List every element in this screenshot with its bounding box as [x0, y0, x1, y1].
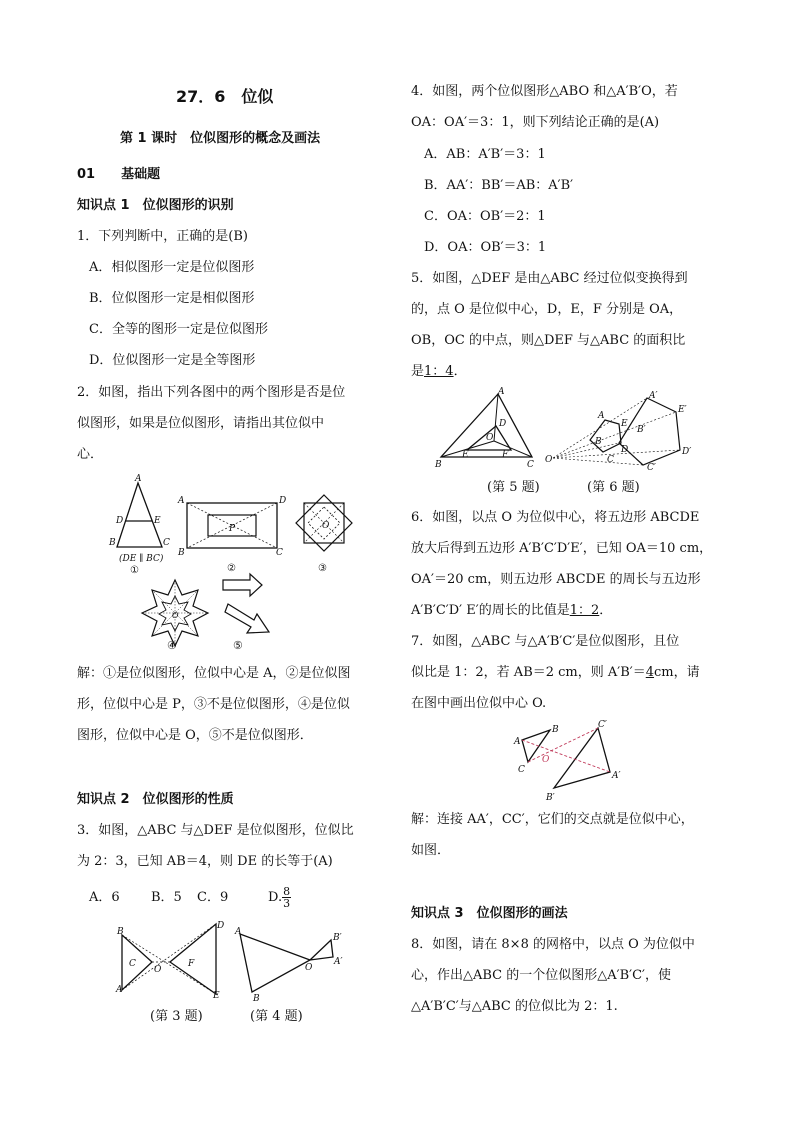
- q6-figure: [543, 388, 698, 473]
- q3-figure: [112, 920, 227, 1000]
- q6-line-4: [411, 601, 612, 621]
- svg-text:A: A: [514, 737, 521, 747]
- page-title: 27．6 位似: [176, 87, 274, 106]
- q4-figure: [230, 924, 350, 1004]
- svg-text:F: F: [502, 450, 509, 460]
- q1-option-d: D．位似图形一定是全等图形: [89, 353, 256, 368]
- svg-text:E: E: [621, 419, 628, 429]
- svg-text:E′: E′: [678, 405, 687, 415]
- caption-q4: (第 4 题): [250, 1009, 303, 1024]
- q4-stem-2: OA：OA′＝3：1，则下列结论正确的是(A): [411, 115, 660, 130]
- q2-fig5-number: ⑤: [233, 639, 243, 652]
- q3-option-c: C．9: [197, 890, 229, 905]
- q8-line-1: 8．如图，请在 8×8 的网格中，以点 O 为位似中: [411, 937, 695, 952]
- svg-text:E: E: [154, 516, 161, 526]
- q8-line-2: 心，作出△ABC 的一个位似图形△A′B′C′，使: [411, 968, 672, 983]
- svg-text:B: B: [435, 460, 442, 470]
- q7-line-2-text: 似比是 1：2，若 AB＝2 cm，则 A′B′＝: [411, 665, 646, 680]
- q2-fig2-number: ②: [227, 563, 236, 574]
- svg-text:A: A: [235, 927, 242, 937]
- svg-text:A′: A′: [649, 391, 658, 401]
- q6-answer: 1：2: [569, 603, 600, 618]
- q6-line-4-end: ．: [599, 603, 613, 618]
- q7-line-2-end: cm，请: [654, 665, 700, 680]
- svg-text:E: E: [462, 450, 469, 460]
- q5-line-4: [411, 362, 467, 382]
- q1-option-a: A．相似图形一定是位似图形: [89, 260, 255, 275]
- q1-option-b: B．位似图形一定是相似图形: [89, 291, 255, 306]
- q3-option-d-label: D.: [268, 890, 283, 905]
- svg-text:C: C: [518, 765, 525, 775]
- q5-line-4-text: 是: [411, 364, 425, 379]
- q5-line-3: OB，OC 的中点，则△DEF 与△ABC 的面积比: [411, 333, 686, 348]
- svg-text:A: A: [116, 985, 123, 995]
- q7-line-2: [411, 663, 700, 683]
- svg-text:O: O: [172, 611, 179, 620]
- svg-text:O: O: [545, 455, 553, 465]
- svg-text:B: B: [178, 548, 185, 558]
- svg-text:C: C: [163, 538, 170, 548]
- svg-text:A: A: [598, 411, 605, 421]
- q7-answer-line-2: 如图．: [411, 843, 451, 858]
- q6-line-3: OA′＝20 cm，则五边形 ABCDE 的周长与五边形: [411, 572, 701, 587]
- svg-text:C: C: [607, 455, 614, 465]
- svg-text:A′: A′: [334, 957, 343, 967]
- svg-text:B′: B′: [546, 793, 555, 803]
- svg-text:D: D: [499, 419, 507, 429]
- svg-text:C: C: [527, 460, 534, 470]
- svg-text:C′: C′: [598, 720, 607, 730]
- q3-line-1: 3．如图，△ABC 与△DEF 是位似图形，位似比: [77, 823, 354, 838]
- q1-option-c: C．全等的图形一定是位似图形: [89, 322, 268, 337]
- q6-line-2: 放大后得到五边形 A′B′C′D′E′，已知 OA＝10 cm，: [411, 541, 713, 556]
- q6-line-1: 6．如图，以点 O 为位似中心，将五边形 ABCDE: [411, 510, 700, 525]
- q5-figure: [432, 386, 542, 471]
- q7-line-3: 在图中画出位似中心 O.: [411, 696, 547, 711]
- svg-text:C: C: [129, 959, 136, 969]
- q3-option-d: [268, 881, 291, 915]
- caption-q6: (第 6 题): [587, 480, 640, 495]
- q2-answer-line-2: 形，位似中心是 P，③不是位似图形，④是位似: [77, 697, 350, 712]
- q2-fig4-number: ④: [167, 639, 177, 652]
- svg-text:O: O: [154, 965, 162, 975]
- knowledge-point-2: 知识点 2 位似图形的性质: [77, 792, 234, 807]
- q2-figure-3: [290, 490, 360, 575]
- q2-line-2: 似图形，如果是位似图形，请指出其位似中: [77, 416, 325, 431]
- q7-answer: 4: [645, 665, 655, 680]
- svg-text:C: C: [276, 548, 283, 558]
- svg-text:B′: B′: [637, 425, 646, 435]
- svg-text:O: O: [542, 755, 550, 765]
- svg-text:O: O: [322, 521, 330, 531]
- q2-condition-label: (DE ∥ BC): [119, 554, 164, 564]
- svg-text:D′: D′: [682, 447, 692, 457]
- svg-text:B: B: [552, 725, 559, 735]
- svg-text:C′: C′: [647, 463, 656, 473]
- q4-option-a: A．AB：A′B′＝3：1: [424, 147, 546, 162]
- q4-option-d: D．OA：OB′＝3：1: [424, 240, 547, 255]
- svg-text:A′: A′: [612, 771, 621, 781]
- svg-text:B: B: [253, 994, 260, 1004]
- svg-text:B: B: [595, 437, 602, 447]
- caption-q3: (第 3 题): [150, 1009, 203, 1024]
- q1-stem: 1．下列判断中，正确的是(B): [77, 229, 248, 244]
- svg-text:O: O: [486, 433, 494, 443]
- svg-text:A: A: [498, 387, 505, 397]
- q2-line-3: 心．: [77, 447, 104, 462]
- q2-answer-line-3: 图形，位似中心是 O，⑤不是位似图形．: [77, 728, 313, 743]
- q3-line-2: 为 2：3，已知 AB＝4，则 DE 的长等于(A): [77, 854, 333, 869]
- svg-text:D: D: [217, 921, 225, 931]
- svg-text:A: A: [135, 474, 142, 484]
- lesson-subtitle: 第 1 课时 位似图形的概念及画法: [120, 131, 321, 146]
- svg-text:D: D: [279, 496, 287, 506]
- q2-fig1-number: ①: [130, 565, 139, 576]
- svg-text:A: A: [178, 496, 185, 506]
- q2-line-1: 2．如图，指出下列各图中的两个图形是否是位: [77, 385, 346, 400]
- q4-option-b: B．AA′：BB′＝AB：A′B′: [424, 178, 574, 193]
- knowledge-point-1: 知识点 1 位似图形的识别: [77, 198, 234, 213]
- q6-line-4-text: A′B′C′D′ E′的周长的比值是: [411, 603, 570, 618]
- svg-text:P: P: [229, 524, 236, 534]
- q8-line-3: △A′B′C′与△ABC 的位似比为 2：1.: [411, 999, 618, 1014]
- knowledge-point-3: 知识点 3 位似图形的画法: [411, 906, 568, 921]
- svg-text:O: O: [305, 963, 313, 973]
- q2-answer-line-1: 解：①是位似图形，位似中心是 A，②是位似图: [77, 666, 351, 681]
- svg-text:B: B: [109, 538, 116, 548]
- svg-text:B: B: [117, 927, 124, 937]
- q5-line-1: 5．如图，△DEF 是由△ABC 经过位似变换得到: [411, 271, 688, 286]
- q2-figure-1: [105, 475, 175, 575]
- q5-answer: 1：4: [424, 364, 454, 379]
- section-heading: 01 基础题: [77, 167, 161, 182]
- q2-fig3-number: ③: [318, 563, 327, 574]
- q4-option-c: C．OA：OB′＝2：1: [424, 209, 546, 224]
- q5-line-4-end: ．: [453, 364, 467, 379]
- svg-text:E: E: [213, 991, 220, 1001]
- svg-text:D: D: [116, 516, 124, 526]
- q7-figure: [510, 718, 630, 803]
- q2-figure-2: [178, 495, 293, 575]
- caption-q5: (第 5 题): [487, 480, 540, 495]
- q3-frac-den: 3: [283, 897, 291, 910]
- svg-text:D: D: [621, 445, 629, 455]
- q3-frac-num: 8: [283, 885, 291, 898]
- q2-figure-5: [220, 572, 280, 642]
- q3-option-a: A．6: [89, 890, 120, 905]
- q3-option-d-fraction: [282, 886, 291, 909]
- svg-text:B′: B′: [333, 933, 342, 943]
- q7-answer-line-1: 解：连接 AA′，CC′，它们的交点就是位似中心，: [411, 812, 694, 827]
- q7-line-1: 7．如图，△ABC 与△A′B′C′是位似图形，且位: [411, 634, 680, 649]
- q4-stem: 4．如图，两个位似图形△ABO 和△A′B′O，若: [411, 84, 678, 99]
- q3-option-b: B．5: [151, 890, 182, 905]
- q5-line-2: 的，点 O 是位似中心，D，E，F 分别是 OA，: [411, 302, 683, 317]
- svg-text:F: F: [188, 959, 195, 969]
